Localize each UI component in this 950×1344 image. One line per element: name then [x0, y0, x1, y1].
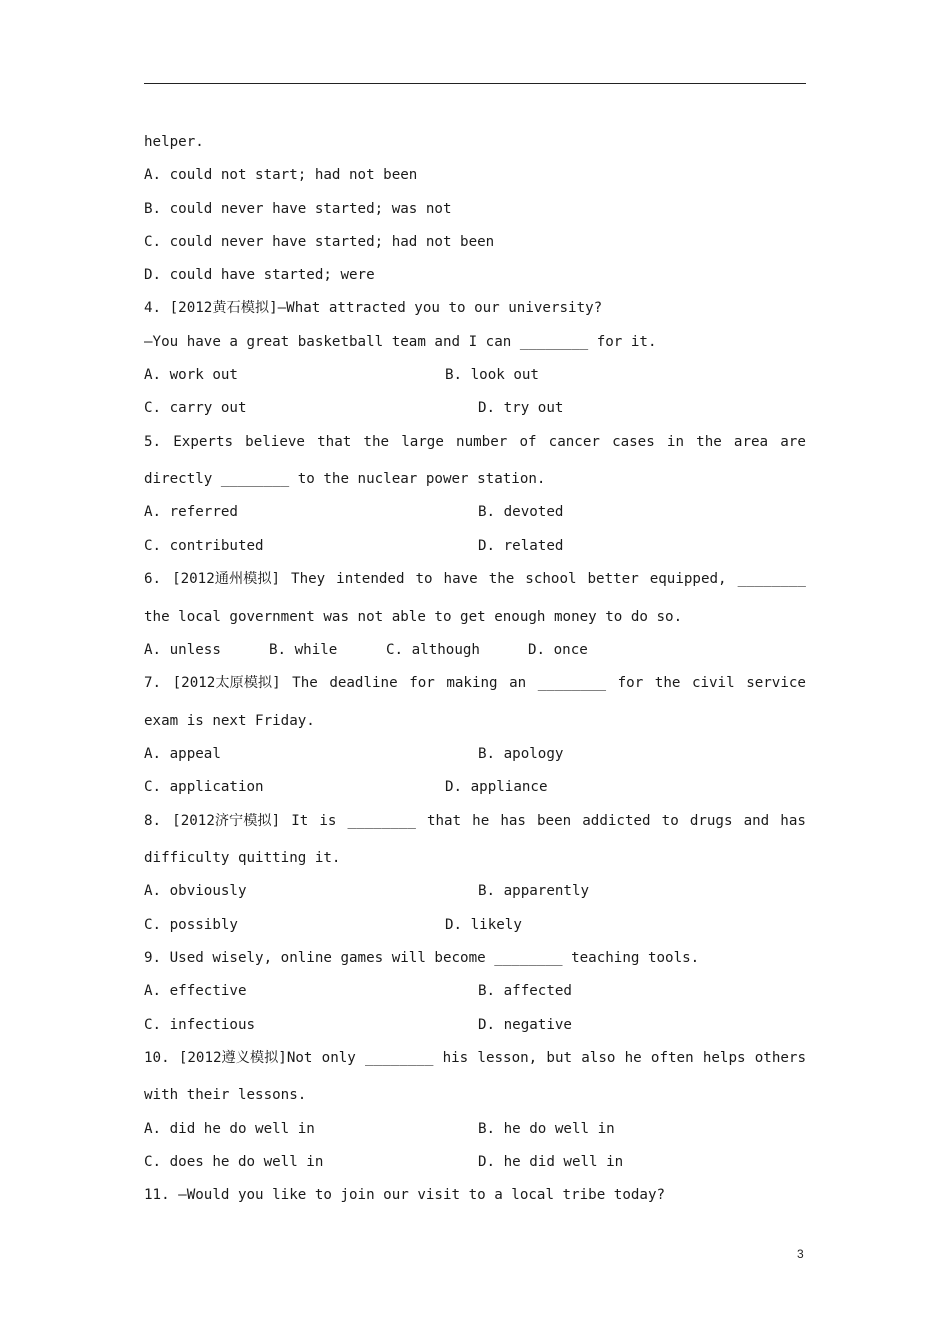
question-3-option-d: D. could have started; were: [144, 267, 375, 284]
question-8-options-row-1: [144, 875, 806, 908]
q10-word: but: [546, 1049, 573, 1066]
question-9-stem: 9. Used wisely, online games will become ________ teaching tools.: [144, 949, 700, 966]
question-9-option-d: D. negative: [478, 1016, 572, 1033]
question-8-option-c: C. possibly: [144, 916, 238, 933]
q7-word: The: [292, 675, 318, 692]
question-9-options-row-1: [144, 975, 806, 1008]
question-10-option-c: C. does he do well in: [144, 1153, 324, 1170]
question-7-option-d: D. appliance: [445, 779, 548, 796]
question-5-option-d: D. related: [478, 537, 564, 554]
question-11-stem: 11. —Would you like to join our visit to a local tribe today?: [144, 1187, 666, 1204]
question-5-stem: [144, 426, 806, 464]
question-4-stem-reply: —You have a great basketball team and I can ________ for it.: [144, 333, 657, 350]
question-10-stem-continued: with their lessons.: [144, 1087, 307, 1104]
question-7-options-row-1: [144, 738, 806, 771]
q8-word: addicted: [582, 812, 651, 829]
question-7-stem: [144, 667, 806, 705]
question-6-option-c: C. although: [386, 641, 480, 658]
q6-word: better: [587, 571, 639, 588]
q10-word: others: [754, 1049, 806, 1066]
question-5-options-row-1: [144, 496, 806, 529]
document-body: [144, 126, 806, 1213]
q10-word: he: [624, 1049, 642, 1066]
question-6-option-b: B. while: [269, 641, 338, 658]
q5-word: in: [666, 433, 685, 450]
q5-word: that: [317, 433, 352, 450]
question-5-options-row-2: [144, 530, 806, 563]
question-4-option-a: A. work out: [144, 367, 238, 384]
question-8-stem-continued: difficulty quitting it.: [144, 850, 341, 867]
q6-word: have: [443, 571, 478, 588]
q7-word: service: [746, 675, 806, 692]
question-4-options-row-1: [144, 359, 806, 392]
question-6-option-d: D. once: [528, 641, 588, 658]
question-6-stem-continued: the local government was not able to get enough money to do so.: [144, 608, 683, 625]
q5-word: large: [401, 433, 444, 450]
q8-word: is: [319, 812, 337, 829]
q8-word: he: [472, 812, 490, 829]
q8-word: been: [537, 812, 572, 829]
question-8-option-d: D. likely: [445, 916, 522, 933]
q5-word: number: [456, 433, 508, 450]
question-8-option-a: A. obviously: [144, 883, 247, 900]
question-9-options-row-2: [144, 1009, 806, 1042]
q7-word: for: [617, 675, 644, 692]
q7-word: deadline: [329, 675, 398, 692]
question-7-option-c: C. application: [144, 779, 264, 796]
q8-word: ________: [347, 812, 416, 829]
q8-word: drugs: [689, 812, 733, 829]
q5-word: the: [696, 433, 722, 450]
question-4-stem: 4. [2012黄石模拟]—What attracted you to our university?: [144, 300, 603, 317]
question-3-continuation: helper.: [144, 134, 204, 150]
question-6-option-a: A. unless: [144, 641, 221, 658]
question-7-option-a: A. appeal: [144, 745, 221, 762]
q8-word: has: [500, 812, 526, 829]
q10-word: ________: [365, 1049, 434, 1066]
q7-word: an: [509, 675, 527, 692]
question-8-option-b: B. apparently: [478, 883, 590, 900]
question-3-option-c: C. could never have started; had not been: [144, 233, 495, 250]
question-3-option-a: A. could not start; had not been: [144, 167, 418, 184]
q5-word: the: [363, 433, 390, 450]
question-5-option-a: A. referred: [144, 504, 238, 521]
question-8-options-row-2: [144, 909, 806, 942]
q6-word: intended: [336, 571, 405, 588]
q5-word: area: [733, 433, 769, 450]
q10-word: 10.: [144, 1049, 170, 1066]
question-10-option-d: D. he did well in: [478, 1153, 624, 1170]
q8-word: [2012济宁模拟]: [172, 812, 281, 829]
q10-word: lesson,: [477, 1049, 538, 1066]
question-6-stem: [144, 563, 806, 601]
q6-word: equipped,: [649, 571, 727, 588]
question-5-option-b: B. devoted: [478, 504, 564, 521]
question-10-options-row-1: [144, 1113, 806, 1146]
question-4-option-b: B. look out: [445, 367, 539, 384]
question-5-option-c: C. contributed: [144, 537, 264, 554]
q7-word: [2012太原模拟]: [172, 675, 281, 692]
q6-word: to: [415, 571, 433, 588]
q5-word: of: [519, 433, 537, 450]
question-7-option-b: B. apology: [478, 745, 564, 762]
question-9-option-a: A. effective: [144, 983, 247, 1000]
q8-word: that: [426, 812, 462, 829]
q6-word: the: [488, 571, 515, 588]
q5-word: cancer: [548, 433, 600, 450]
q7-word: 7.: [144, 675, 162, 692]
question-4-option-c: C. carry out: [144, 400, 247, 417]
q7-word: making: [446, 675, 498, 692]
q10-word: also: [581, 1049, 616, 1066]
question-7-stem-continued: exam is next Friday.: [144, 712, 315, 729]
q5-word: Experts: [173, 433, 234, 450]
question-8-stem: [144, 805, 806, 843]
question-4-options-row-2: [144, 392, 806, 425]
page-number: 3: [797, 1247, 804, 1261]
header-rule: [144, 83, 806, 84]
q8-word: and: [743, 812, 770, 829]
q8-word: to: [661, 812, 679, 829]
q10-word: helps: [702, 1049, 746, 1066]
q5-word: cases: [612, 433, 655, 450]
q6-word: ________: [737, 571, 806, 588]
q10-word: only: [321, 1049, 356, 1066]
q7-word: ________: [537, 675, 607, 692]
question-9-option-b: B. affected: [478, 983, 572, 1000]
question-10-stem: [144, 1042, 806, 1080]
q8-word: has: [780, 812, 806, 829]
question-10-options-row-2: [144, 1146, 806, 1179]
q10-word: [2012遵义模拟]Not: [178, 1049, 313, 1066]
q10-word: his: [442, 1049, 469, 1066]
q5-word: are: [780, 433, 806, 450]
question-5-stem-continued: directly ________ to the nuclear power station.: [144, 471, 546, 488]
q6-word: [2012通州模拟]: [172, 571, 281, 588]
q8-word: 8.: [144, 812, 162, 829]
question-10-option-a: A. did he do well in: [144, 1120, 315, 1137]
q7-word: for: [409, 675, 435, 692]
q7-word: civil: [691, 675, 735, 692]
question-7-options-row-2: [144, 771, 806, 804]
q10-word: often: [650, 1049, 694, 1066]
q5-word: 5.: [144, 433, 162, 450]
q7-word: the: [654, 675, 681, 692]
q6-word: school: [525, 571, 577, 588]
q6-word: 6.: [144, 571, 162, 588]
question-10-option-b: B. he do well in: [478, 1120, 615, 1137]
question-9-option-c: C. infectious: [144, 1016, 256, 1033]
question-6-options: [144, 634, 806, 667]
question-3-option-b: B. could never have started; was not: [144, 200, 452, 217]
q8-word: It: [291, 812, 309, 829]
question-4-option-d: D. try out: [478, 400, 564, 417]
q6-word: They: [291, 571, 326, 588]
q5-word: believe: [245, 433, 305, 450]
